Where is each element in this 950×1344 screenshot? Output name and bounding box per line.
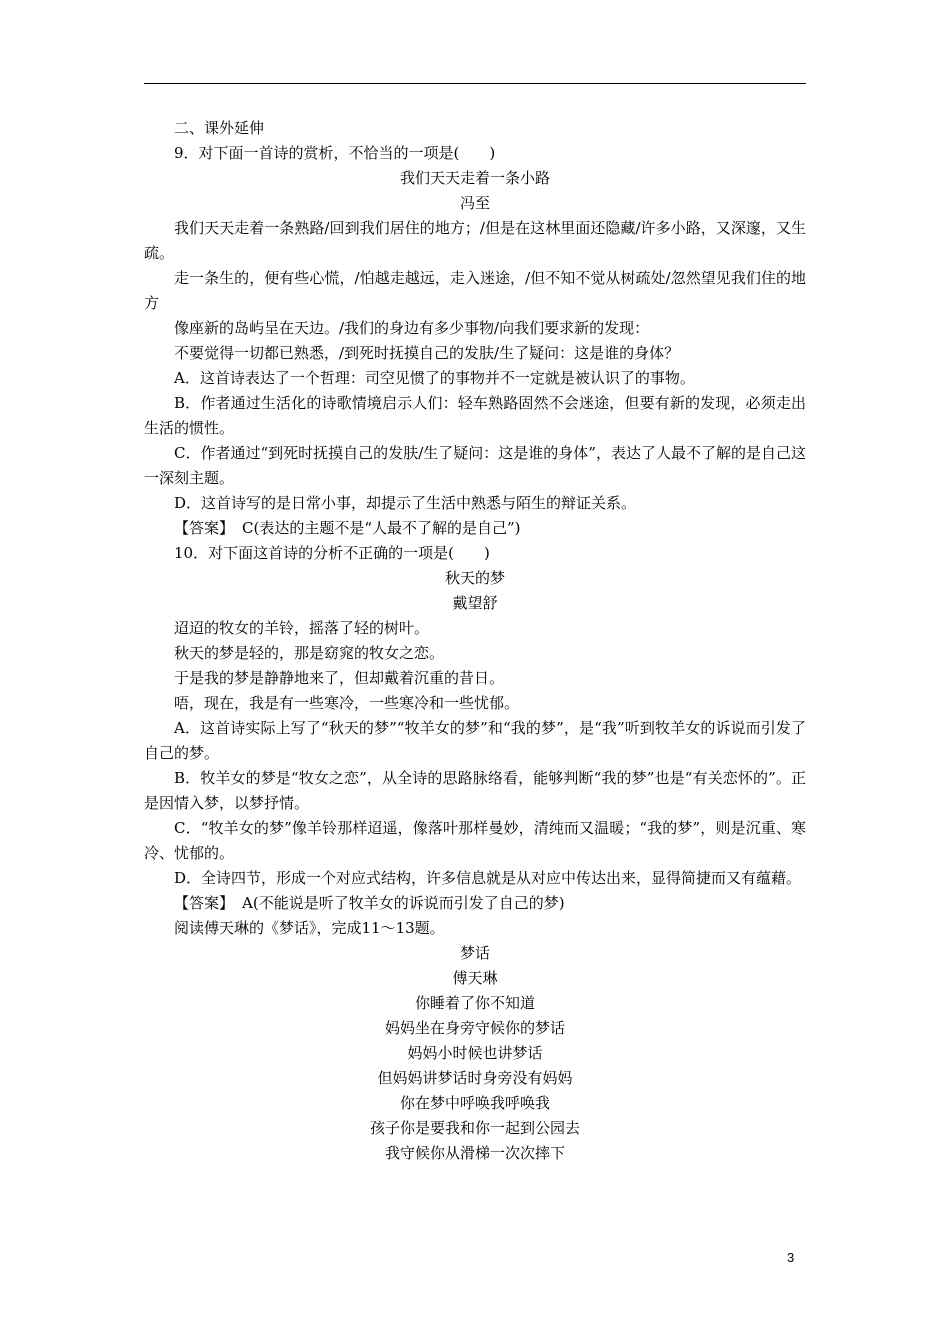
q9-poem-line: 不要觉得一切都已熟悉，/到死时抚摸自己的发肤/生了疑问：这是谁的身体？ (174, 344, 680, 362)
q10-answer (144, 891, 806, 916)
poem3-line: 妈妈小时候也讲梦话 (407, 1044, 543, 1062)
q10-option-d: D．全诗四节，形成一个对应式结构，许多信息就是从对应中传达出来，显得简捷而又有蕴藉。 (174, 869, 802, 887)
section-title: 二、课外延伸 (174, 119, 265, 137)
q10-option-c: C．“牧羊女的梦”像羊铃那样迢遥，像落叶那样曼妙，清纯而又温暖；“我的梦”，则是沉重、寒冷、忧郁的。 (144, 819, 806, 862)
poem3-author: 傅天琳 (452, 969, 498, 987)
q9-poem-author: 冯至 (459, 194, 490, 212)
poem3-line: 我守候你从滑梯一次次摔下 (384, 1144, 565, 1162)
q10-poem-title: 秋天的梦 (444, 569, 505, 587)
q9-answer-text: C(表达的主题不是“人最不了解的是自己”) (242, 519, 521, 537)
q9-stem: 9．对下面一首诗的赏析，不恰当的一项是( ) (174, 144, 496, 162)
q9-option-a: A．这首诗表达了一个哲理：司空见惯了的事物并不一定就是被认识了的事物。 (174, 369, 695, 387)
q9-answer (144, 516, 806, 541)
q9-option-d: D．这首诗写的是日常小事，却提示了生活中熟悉与陌生的辩证关系。 (174, 494, 637, 512)
reading-intro: 阅读傅天琳的《梦话》，完成11～13题。 (174, 919, 445, 937)
q10-poem-line: 于是我的梦是静静地来了，但却戴着沉重的昔日。 (174, 669, 505, 687)
q10-poem-line: 唔，现在，我是有一些寒冷，一些寒冷和一些忧郁。 (174, 694, 520, 712)
q9-answer-label: 【答案】 (174, 519, 235, 537)
poem3-line: 你在梦中呼唤我呼唤我 (399, 1094, 550, 1112)
poem3-line: 妈妈坐在身旁守候你的梦话 (384, 1019, 565, 1037)
q10-poem-line: 迢迢的牧女的羊铃，摇落了轻的树叶。 (174, 619, 430, 637)
q9-option-b: B．作者通过生活化的诗歌情境启示人们：轻车熟路固然不会迷途，但要有新的发现，必须走出生活的惯性。 (144, 394, 806, 437)
poem3-line: 你睡着了你不知道 (414, 994, 535, 1012)
q10-stem: 10．对下面这首诗的分析不正确的一项是( ) (174, 544, 490, 562)
poem3-line: 但妈妈讲梦话时身旁没有妈妈 (377, 1069, 573, 1087)
q10-poem-author: 戴望舒 (452, 594, 498, 612)
q9-poem-title: 我们天天走着一条小路 (399, 169, 550, 187)
page-number: 3 (787, 1250, 795, 1265)
q10-poem-line: 秋天的梦是轻的，那是窈窕的牧女之恋。 (174, 644, 445, 662)
q10-option-a: A．这首诗实际上写了“秋天的梦”“牧羊女的梦”和“我的梦”，是“我”听到牧羊女的诉说而引发了自己的梦。 (144, 719, 806, 762)
q10-answer-text: A(不能说是听了牧羊女的诉说而引发了自己的梦) (242, 894, 565, 912)
q9-poem-line: 走一条生的，便有些心慌，/怕越走越远，走入迷途，/但不知不觉从树疏处/忽然望见我们住的地方 (144, 269, 806, 312)
q10-option-b: B．牧羊女的梦是“牧女之恋”，从全诗的思路脉络看，能够判断“我的梦”也是“有关恋怀的”。正是因情入梦，以梦抒情。 (144, 769, 806, 812)
poem3-line: 孩子你是要我和你一起到公园去 (369, 1119, 580, 1137)
poem3-title: 梦话 (459, 944, 490, 962)
q10-answer-label: 【答案】 (174, 894, 235, 912)
document-body (144, 116, 806, 1166)
q9-option-c: C．作者通过“到死时抚摸自己的发肤/生了疑问：这是谁的身体”，表达了人最不了解的是自己这一深刻主题。 (144, 444, 806, 487)
q9-poem-line: 像座新的岛屿呈在天边。/我们的身边有多少事物/向我们要求新的发现： (174, 319, 650, 337)
header-rule (144, 83, 806, 84)
q9-poem-line: 我们天天走着一条熟路/回到我们居住的地方；/但是在这林里面还隐藏/许多小路，又深邃，又生疏。 (144, 219, 806, 262)
